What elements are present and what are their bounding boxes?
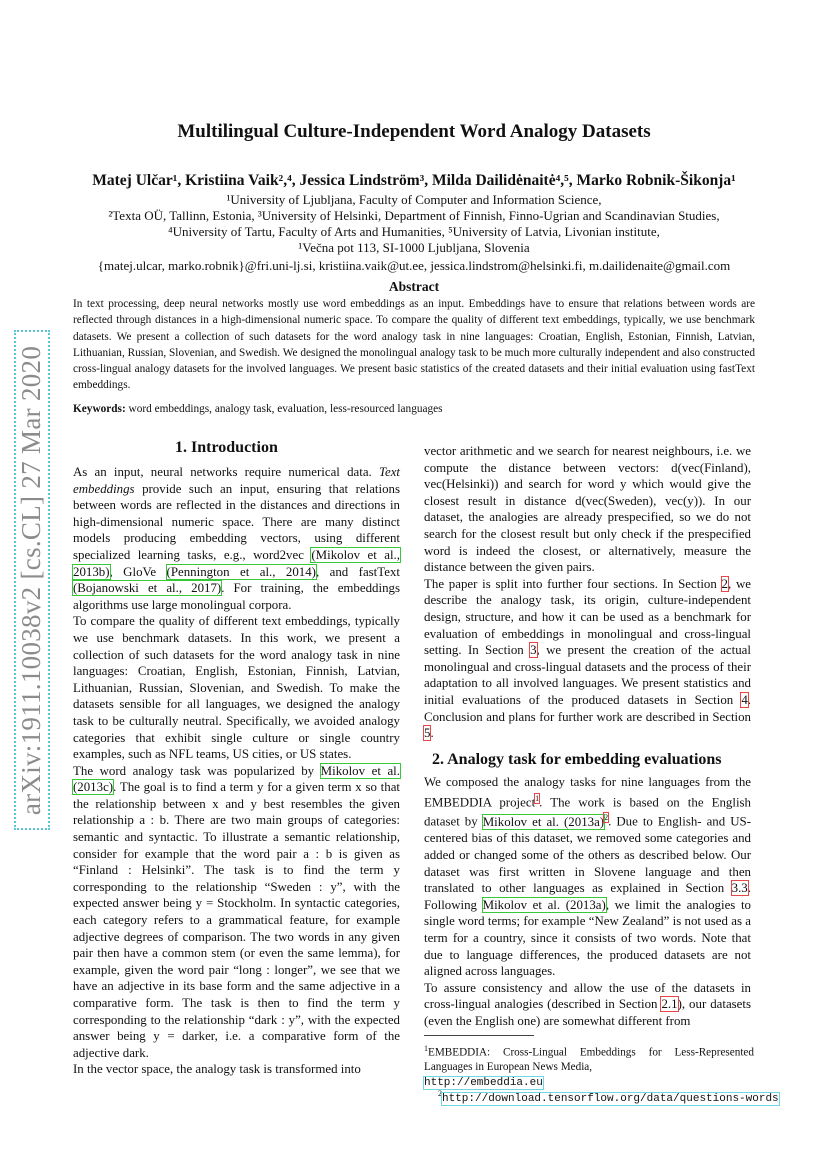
keywords-list: word embeddings, analogy task, evaluation, less-resourced languages (125, 403, 443, 415)
citation-link[interactable]: (Mikolov et al., 2013b) (73, 547, 400, 579)
intro-paragraph-6: The paper is split into further four sections. In Section 2, we describe the analogy task, its origin, culture-independent design, structure, and how it can be used as a benchmark for evaluation of embeddings in monolingual and cross-lingual setting. In Section 3, we present the creation of the actual monolingual and cross-lingual datasets and the process of their adaptation to all involved languages. We present statistics and initial evaluations of the produced datasets in Section 4. Conclusion and plans for further work are described in Section 5. (424, 576, 751, 741)
abstract-heading: Abstract (388, 279, 440, 294)
section-2-heading: 2. Analogy task for embedding evaluations (432, 751, 722, 768)
section-ref-link[interactable]: 2 (721, 576, 728, 591)
s2-paragraph-1: We composed the analogy tasks for nine languages from the EMBEDDIA project$^1$. The work is based on the English dataset by Mikolov et al. $(2013a)^2$. Due to English- and US-centered bias of this dataset, we removed some categories and added or changed some of the others as described below. Our dataset was first written in Slovene language and then translated to other languages as explained in Section 3.3. Following Mikolov et al. (2013a), we limit the analogies to single word terms; for example “New Zealand” is not used as a term for a country, since it consists of two words. Note that due to language differences, the produced datasets are not aligned across languages. (424, 775, 751, 979)
authors: Matej Ulčar¹, Kristiina Vaik²,⁴, Jessica Lindström³, Milda Dailidėnaitė⁴,⁵, Marko Robnik-Šikonja¹ (92, 172, 736, 189)
right-column (424, 443, 751, 742)
keywords-label: Keywords: (73, 403, 126, 415)
citation-link[interactable]: (Bojanowski et al., 2017) (73, 581, 222, 596)
intro-paragraph-1: As an input, neural networks require numerical data. Text embeddings provide such an input, ensuring that relations between words are reflected in the distances and directions in high-dimensional numeric space. There are many distinct models producing embedding vectors, using different specialized learning tasks, e.g., word2vec (Mikolov et al., 2013b), GloVe (Pennington et al., 2014), and fastText (Bojanowski et al., 2017). For training, the embeddings algorithms use large monolingual corpora. (73, 465, 400, 612)
footnote-link[interactable]: 2 (604, 813, 609, 823)
author-emails: {matej.ulcar, marko.robnik}@fri.uni-lj.si, kristiina.vaik@ut.ee, jessica.lindstrom@helsinki.fi, m.dailidenaite@gmail.com (97, 258, 731, 273)
section-1-heading: 1. Introduction (175, 439, 278, 456)
citation-link[interactable]: Mikolov et al. (2013a) (482, 814, 605, 829)
section-ref-link[interactable]: 5 (424, 726, 431, 741)
footnote-1: $^1$EMBEDDIA: Cross-Lingual Embeddings for Less-Represented Languages in European News Media, http://embeddia.eu (424, 1044, 754, 1089)
abstract-text: In text processing, deep neural networks mostly use word embeddings as an input. Embeddings have to ensure that relations between words are reflected through distances in a high-dimensional numeric space. To compare the quality of different text embeddings, typically, we use benchmark datasets. We present a collection of such datasets for the word analogy task in nine languages: Croatian, English, Estonian, Finnish, Latvian, Lithuanian, Russian, Slovenian, and Swedish. We designed the monolingual analogy task to be much more culturally independent and also constructed cross-lingual analogy datasets for the involved languages. We present basic statistics of the created datasets and their initial evaluation using fastText embeddings. (73, 298, 755, 392)
paper-title: Multilingual Culture-Independent Word Analogy Datasets (177, 121, 651, 142)
footnote-url-link[interactable]: http://embeddia.eu (424, 1076, 543, 1089)
intro-paragraph-4: In the vector space, the analogy task is transformed into (73, 1062, 361, 1077)
section-ref-link[interactable]: 2.1 (661, 997, 678, 1012)
citation-link[interactable]: (Pennington et al., 2014) (166, 564, 316, 579)
citation-link[interactable]: Mikolov et al. (2013c) (73, 763, 400, 795)
intro-paragraph-3: The word analogy task was popularized by Mikolov et al. (2013c). The goal is to find a term y for a given term x so that the relationship between x and y best resembles the given relationship a : b. There are two main groups of categories: semantic and syntactic. To illustrate a semantic relationship, consider for example that the word pair a : b is given as “Finland : Helsinki”. The task is to find the term y corresponding to the relationship “Sweden : y”, with the expected answer being y = Stockholm. In syntactic categories, each category refers to a grammatical feature, for example adjective degrees of comparison. The two words in any given pair then have a common stem (or even the same lemma), for example, given the word pair “long : longer”, we see that we have an adjective in its base form and the same adjective in a comparative form. The task is then to find the term y corresponding to the relationship “dark : y”, with the expected answer being y = darker, i.e. a comparative form of the adjective dark. (73, 763, 400, 1060)
affiliation-2: ²Texta OÜ, Tallinn, Estonia, ³University of Helsinki, Department of Finnish, Finno-Ugrian and Scandinavian Studies, (108, 208, 720, 223)
affiliation-1: ¹University of Ljubljana, Faculty of Computer and Information Science, (226, 192, 602, 207)
left-column (73, 464, 400, 1078)
citation-link[interactable]: Mikolov et al. (2013a) (482, 897, 606, 912)
footnote-rule (424, 1035, 534, 1036)
footnote-url-link[interactable]: http://download.tensorflow.org/data/questions-words (442, 1092, 779, 1105)
arxiv-id: arXiv:1911.10038v2 [cs.CL] 27 Mar 2020 (16, 345, 47, 815)
affiliation-4: ¹Večna pot 113, SI-1000 Ljubljana, Slovenia (298, 240, 530, 255)
section-ref-link[interactable]: 3 (530, 643, 537, 658)
section-ref-link[interactable]: 3.3 (731, 881, 748, 896)
intro-paragraph-2: To compare the quality of different text embeddings, typically we use benchmark datasets. In this work, we present a collection of such datasets for the word analogy task in nine languages: Croatian, English, Estonian, Finnish, Latvian, Lithuanian, Russian, Slovenian, and Swedish. To make the datasets sensible for all languages, we designed the analogy task to be culturally neutral. Specifically, we avoided analogy categories that exhibit single culture or single country examples, such as NFL teams, US cities, or US states. (73, 614, 400, 762)
footnote-link[interactable]: 1 (535, 793, 540, 803)
section-ref-link[interactable]: 4 (741, 692, 748, 707)
intro-paragraph-5: vector arithmetic and we search for nearest neighbours, i.e. we compute the distance between vectors: d(vec(Finland), vec(Helsinki)) and search for word y which would give the closest result in distance d(vec(Sweden), vec(y)). In our dataset, the analogies are already prespecified, so we do not search for the closest result but only check if the prespecified word is indeed the closest, or alternatively, measure the distance between the given pairs. (424, 444, 751, 575)
section-2-body (424, 774, 751, 1030)
s2-paragraph-2: To assure consistency and allow the use of the datasets in cross-lingual analogies (described in Section 2.1), our datasets (even the English one) are somewhat different from (424, 980, 752, 1028)
keywords (73, 403, 755, 415)
affiliation-3: ⁴University of Tartu, Faculty of Arts and Humanities, ⁵University of Latvia, Livonian institute, (168, 224, 660, 239)
arxiv-stamp (14, 330, 50, 830)
footnote-2: $^2$http://download.tensorflow.org/data/questions-words (438, 1089, 779, 1105)
